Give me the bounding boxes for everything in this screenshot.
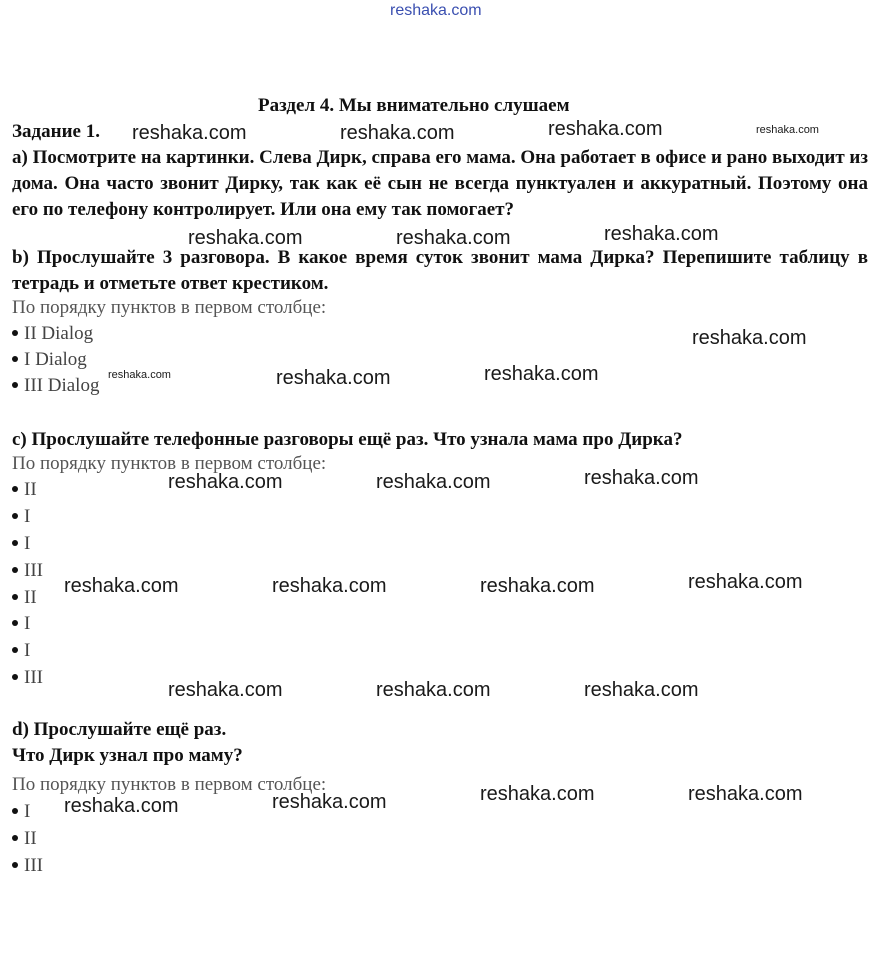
watermark: reshaka.com — [396, 227, 511, 249]
order-hint-c: По порядку пунктов в первом столбце: — [12, 453, 327, 474]
bullet-icon — [12, 330, 18, 336]
list-item: I — [12, 801, 30, 823]
bullet-icon — [12, 835, 18, 841]
list-item: II — [12, 828, 37, 850]
watermark: reshaka.com — [604, 223, 719, 245]
bullet-icon — [12, 620, 18, 626]
list-item: I — [12, 506, 30, 528]
watermark: reshaka.com — [272, 791, 387, 813]
list-item: III — [12, 667, 43, 689]
watermark: reshaka.com — [584, 467, 699, 489]
bullet-icon — [12, 540, 18, 546]
part-d-line1: d) Прослушайте ещё раз. — [12, 719, 227, 740]
list-item: II Dialog — [12, 323, 93, 345]
watermark: reshaka.com — [64, 795, 179, 817]
list-item: II — [12, 479, 37, 501]
watermark: reshaka.com — [480, 783, 595, 805]
order-hint-b: По порядку пунктов в первом столбце: — [12, 297, 327, 318]
watermark: reshaka.com — [272, 575, 387, 597]
watermark: reshaka.com — [688, 783, 803, 805]
list-item: III — [12, 855, 43, 877]
watermark: reshaka.com — [188, 227, 303, 249]
watermark: reshaka.com — [340, 122, 455, 144]
bullet-icon — [12, 486, 18, 492]
section-title: Раздел 4. Мы внимательно слушаем — [258, 95, 570, 116]
bullet-icon — [12, 382, 18, 388]
list-item: III Dialog — [12, 375, 99, 397]
bullet-icon — [12, 647, 18, 653]
list-item: I — [12, 533, 30, 555]
watermark: reshaka.com — [584, 679, 699, 701]
watermark: reshaka.com — [480, 575, 595, 597]
part-a-text: а) Посмотрите на картинки. Слева Дирк, справа его мама. Она работает в офисе и рано выходит из дома. Она часто звонит Дирку, так как её сын не всегда пунктуален и аккуратный. Поэтому она его по телефону контролирует. Или она ему так помогает? — [12, 147, 868, 220]
watermark: reshaka.com — [168, 471, 283, 493]
watermark: reshaka.com — [692, 327, 807, 349]
bullet-icon — [12, 567, 18, 573]
watermark: reshaka.com — [688, 571, 803, 593]
watermark: reshaka.com — [64, 575, 179, 597]
watermark: reshaka.com — [108, 369, 171, 381]
bullet-icon — [12, 674, 18, 680]
watermark: reshaka.com — [168, 679, 283, 701]
order-hint-d: По порядку пунктов в первом столбце: — [12, 774, 327, 795]
list-item: III — [12, 560, 43, 582]
watermark: reshaka.com — [376, 471, 491, 493]
bullet-icon — [12, 808, 18, 814]
bullet-icon — [12, 594, 18, 600]
bullet-icon — [12, 356, 18, 362]
watermark: reshaka.com — [756, 124, 819, 136]
top-watermark[interactable]: reshaka.com — [390, 2, 482, 19]
watermark: reshaka.com — [276, 367, 391, 389]
watermark: reshaka.com — [548, 118, 663, 140]
task-label: Задание 1. — [12, 121, 100, 142]
watermark: reshaka.com — [132, 122, 247, 144]
list-item: I — [12, 640, 30, 662]
bullet-icon — [12, 862, 18, 868]
part-d-line2: Что Дирк узнал про маму? — [12, 745, 243, 766]
bullet-icon — [12, 513, 18, 519]
list-item: I — [12, 613, 30, 635]
watermark: reshaka.com — [376, 679, 491, 701]
list-item: II — [12, 587, 37, 609]
list-item: I Dialog — [12, 349, 87, 371]
watermark: reshaka.com — [484, 363, 599, 385]
part-c-text: c) Прослушайте телефонные разговоры ещё раз. Что узнала мама про Дирка? — [12, 429, 683, 450]
part-b-text: b) Прослушайте 3 разговора. В какое время суток звонит мама Дирка? Перепишите таблицу в тетрадь и отметьте ответ крестиком. — [12, 247, 868, 294]
